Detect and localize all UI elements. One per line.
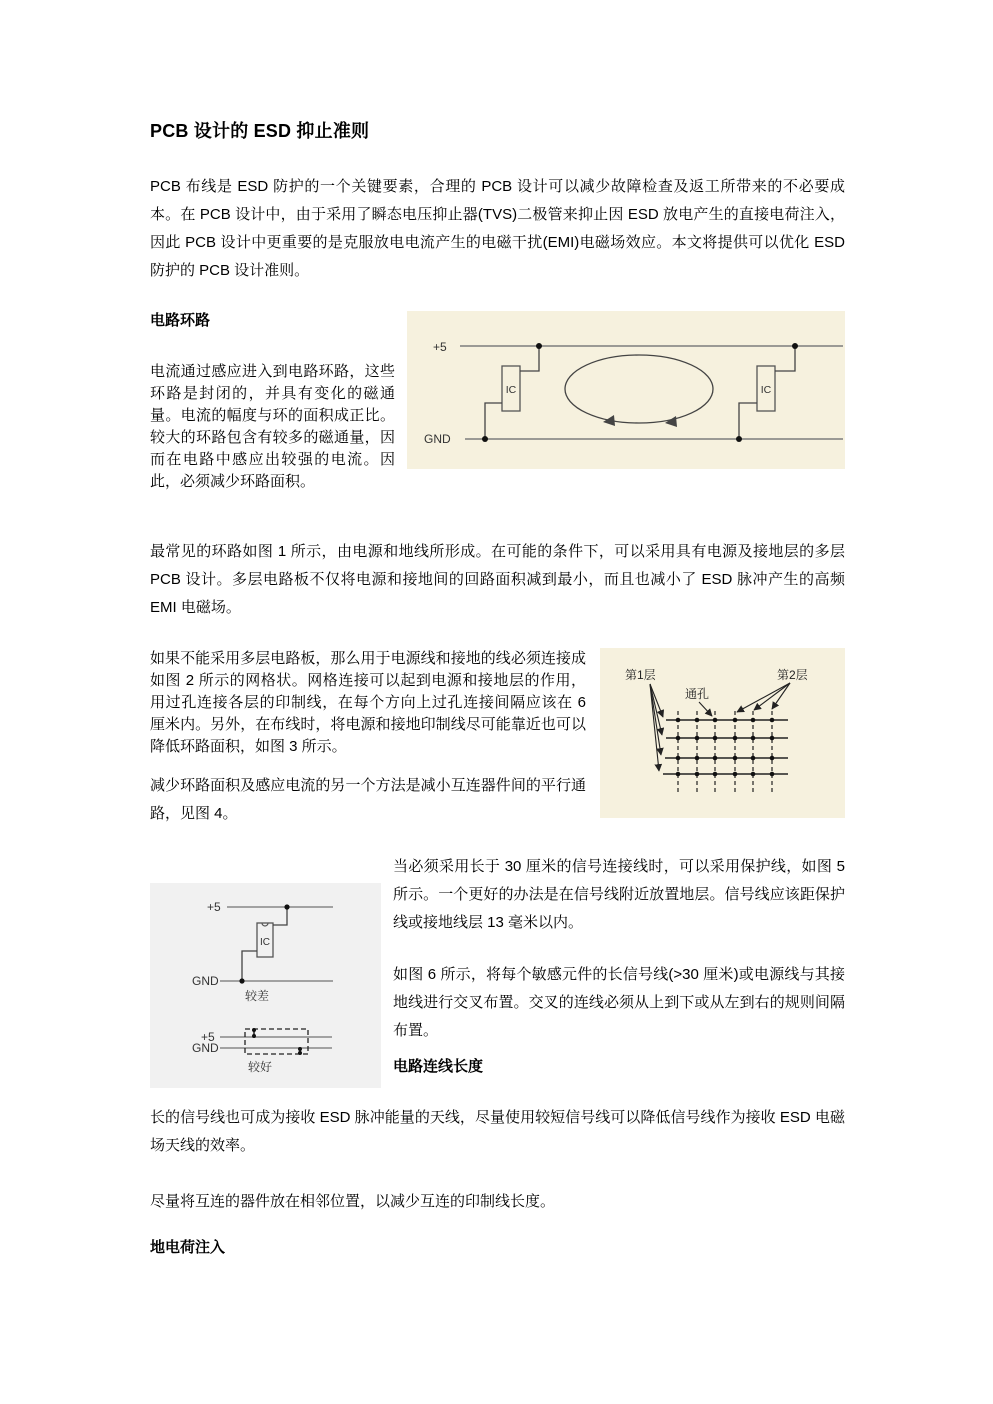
paragraph-loop-flux: 电流通过感应进入到电路环路，这些环路是封闭的，并具有变化的磁通量。电流的幅度与环的面积成正比。较大的环路包含有较多的磁通量，因而在电路中感应出较强的电流。因此，必须减少环路面积。: [150, 363, 395, 490]
paragraph-cross-routing: 如图 6 所示，将每个敏感元件的长信号线(>30 厘米)或电源线与其接地线进行交叉布置。交叉的连线必须从上到下或从左到右的规则间隔布置。: [393, 966, 845, 1039]
vcc-rail-label: +5: [433, 340, 447, 354]
vcc-label-top: +5: [207, 900, 221, 914]
section-grid-wiring: [150, 648, 845, 829]
paragraph-common-loop: 最常见的环路如图 1 所示，由电源和地线所形成。在可能的条件下，可以采用具有电源及接地层的多层 PCB 设计。多层电路板不仅将电源和接地间的回路面积减到最小，而且也减小了 ESD 脉冲产生的高频 EMI 电磁场。: [150, 543, 845, 616]
grid-diagram-svg: [600, 648, 845, 818]
section-heading-trace-length: 电路连线长度: [393, 1058, 484, 1075]
paragraph-parallel-paths: 减少环路面积及感应电流的另一个方法是减小互连器件间的平行通路，见图 4。: [150, 777, 586, 822]
figure-background: [407, 311, 845, 469]
figure-loop-diagram: [407, 311, 845, 493]
gnd-rail-label: GND: [424, 432, 451, 446]
section-circuit-loop: [150, 311, 845, 493]
bad-label: 较差: [244, 989, 270, 1003]
figure-background: [150, 883, 381, 1088]
loop-diagram-svg: [407, 311, 845, 469]
paragraph-guard-trace: 当必须采用长于 30 厘米的信号连接线时，可以采用保护线，如图 5 所示。一个更好的办法是在信号线附近放置地层。信号线应该距保护线或接地线层 13 毫米以内。: [393, 858, 845, 931]
layer2-label: 第2层: [777, 668, 808, 682]
gnd-label-top: GND: [192, 974, 219, 988]
paragraph-antenna: 长的信号线也可成为接收 ESD 脉冲能量的天线，尽量使用较短信号线可以降低信号线作为接收 ESD 电磁场天线的效率。: [150, 1109, 845, 1154]
ic-label: IC: [260, 937, 270, 948]
routing-diagram-svg: [150, 883, 381, 1088]
ic-left-label: IC: [505, 384, 517, 396]
paragraph-grid-wiring: 如果不能采用多层电路板，那么用于电源线和接地的线必须连接成如图 2 所示的网格状。网格连接可以起到电源和接地层的作用，用过孔连接各层的印制线，在每个方向上过孔连接间隔应该在 6 厘米内。另外，在布线时，将电源和接地印制线尽可能靠近也可以降低环路面积，如图 3 所示。: [150, 650, 586, 755]
vcc-label-bottom: +5: [201, 1030, 215, 1044]
section-heading-circuit-loop: 电路环路: [150, 312, 211, 329]
stitch-dot: [252, 1034, 256, 1038]
junction-dot: [284, 904, 289, 909]
stitch-dot: [298, 1047, 302, 1051]
document-page: [150, 0, 845, 1258]
section-heading-ground-injection: 地电荷注入: [150, 1239, 226, 1256]
paragraph-adjacent-parts: 尽量将互连的器件放在相邻位置，以减少互连的印制线长度。: [150, 1193, 556, 1210]
gnd-label-bottom: GND: [192, 1041, 219, 1055]
page-title: PCB 设计的 ESD 抑止准则: [150, 121, 370, 141]
stitch-dot: [298, 1051, 302, 1055]
figure-routing-diagram: [150, 883, 381, 1093]
layer1-label: 第1层: [625, 668, 656, 682]
circuit-loop-text-column: [150, 311, 395, 493]
good-label: 较好: [247, 1060, 273, 1074]
via-label: 通孔: [685, 687, 710, 701]
stitch-dot: [252, 1028, 256, 1032]
ic-right-label: IC: [760, 384, 772, 396]
figure-grid-diagram: [600, 648, 845, 823]
section-guard-traces: [150, 853, 845, 1093]
intro-paragraph: PCB 布线是 ESD 防护的一个关键要素，合理的 PCB 设计可以减少故障检查及返工所带来的不必要成本。在 PCB 设计中，由于采用了瞬态电压抑止器(TVS)二极管来抑止因 ESD 放电产生的直接电荷注入，因此 PCB 设计中更重要的是克服放电电流产生的电磁干扰(EMI)电磁场效应。本文将提供可以优化 ESD 防护的 PCB 设计准则。: [150, 178, 845, 279]
junction-dot: [239, 978, 244, 983]
